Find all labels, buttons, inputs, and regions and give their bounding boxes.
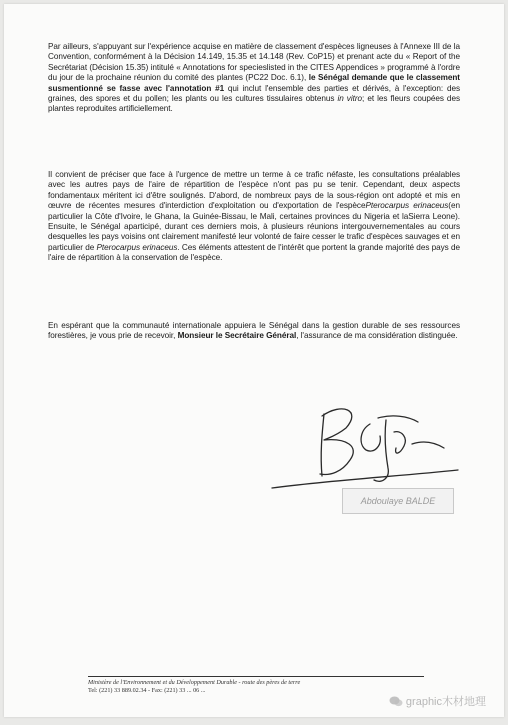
- paragraph-text: qui inclut l'ensemble des parties et dérivés, à l'exception: des graines, des spores et du pollen; les plants ou les cultures tissulaires obtenus: [48, 83, 460, 104]
- paragraph-text: (en particulier la Côte d'Ivoire, le Ghana, la Guinée-Bissau, le Mali, certaines provinces du Nigeria et laSierra Leone). Ensuite, le Sénégal aparticipé, durant ces derniers mois, à plusieurs réunions intergouvernementales au cours desquelles les pays voisins ont clairement manifesté leur volonté de faire cesser le trafic d'espèces sauvages et en particulier de: [48, 201, 460, 252]
- paragraph-text: Il convient de préciser que face à l'urgence de mettre un terme à ce trafic néfaste, les consultations préalables avec les autres pays de l'aire de répartition de l'espèce n'ont pas pu se tenir. Cependant, deux aspects fondamentaux méritent ici d'être soulignés. D'abord, de nombreux pays de la sous-région ont adopté et mis en œuvre de récentes mesures d'interdiction d'exploitation ou d'exportation de l'espèce: [48, 170, 460, 211]
- letterhead-footer: [88, 679, 424, 695]
- name-stamp: [342, 488, 454, 514]
- paragraph-text: . Ces éléments attestent de l'intérêt que portent la grande majorité des pays de l'aire de répartition à la conservation de l'espèce.: [48, 242, 461, 263]
- footer-contact: Tel: (221) 33 889.02.34 - Fax: (221) 33 ... 06 ...: [88, 687, 206, 694]
- paragraph-text: , l'assurance de ma considération distinguée.: [296, 331, 458, 341]
- paragraph-bold-text: le Sénégal demande que le classement susmentionné se fasse avec l'annotation #1: [48, 73, 460, 93]
- stamp-name: Abdoulaye BALDE: [360, 496, 436, 506]
- paragraph-text: ; et les fleurs coupées des plantes reproduites artificiellement.: [48, 94, 460, 114]
- footer-address: Ministère de l'Environnement et du Développement Durable - route des pères de terre: [88, 679, 301, 686]
- addressee: Monsieur le Secrétaire Général: [177, 331, 297, 341]
- chat-bubble-icon: [389, 696, 403, 707]
- watermark-text: graphic木材地理: [405, 696, 486, 708]
- handwritten-signature: [262, 384, 462, 494]
- species-name: Pterocarpus erinaceus: [96, 242, 178, 252]
- footer-divider: [88, 676, 424, 677]
- paragraph-italic-text: in vitro: [337, 94, 363, 104]
- paragraph-closing: [48, 321, 460, 342]
- species-name: Pterocarpus erinaceus: [365, 201, 449, 211]
- paragraph-consultations: [48, 170, 460, 264]
- paragraph-annotation-request: [48, 42, 460, 115]
- paragraph-text: En espérant que la communauté internationale appuiera le Sénégal dans la gestion durable de ses ressources forestières, je vous prie de recevoir,: [48, 321, 460, 341]
- paragraph-text: Par ailleurs, s'appuyant sur l'expérience acquise en matière de classement d'espèces ligneuses à l'Annexe III de la Convention, conformément à la Décision 14.149, 15.35 et 14.148 (Rev. CoP15) et prenant acte du « Report of the Secrétariat (Décision 15.35) intitulé « Annotations for specieslisted in the CITES Appendices » programmé à l'ordre du jour de la prochaine réunion du comité des plantes (PC22 Doc. 6.1),: [48, 42, 460, 83]
- watermark: [389, 693, 486, 709]
- document-page: [4, 4, 504, 717]
